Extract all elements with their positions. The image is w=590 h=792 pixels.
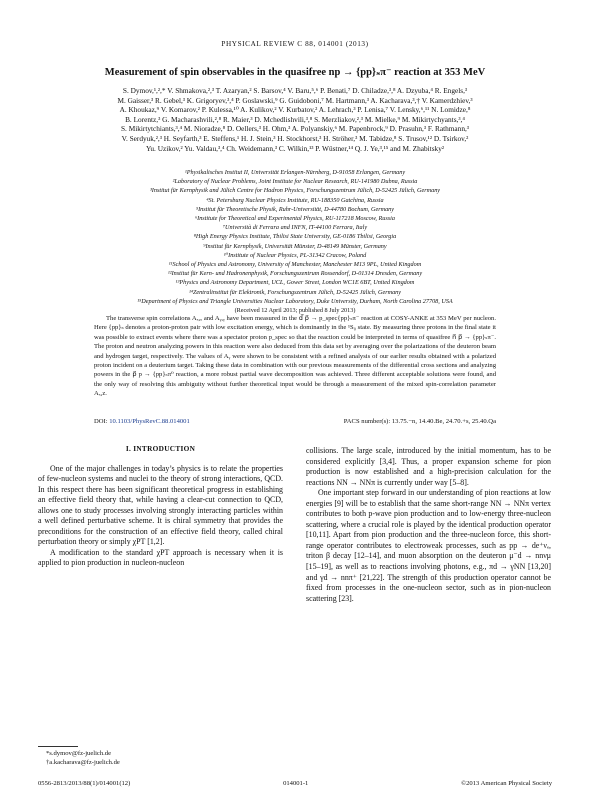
- doi-line: [94, 418, 496, 425]
- abstract-text: The transverse spin correlations Aₓ,ₓ and Aᵧ,ᵧ have been measured in the d⃗ p⃗ → p_spec{pp}ₛπ⁻ reaction at COSY-ANKE at 353 MeV per nucleon. Here {pp}ₛ denotes a proton-proton pair with low excitation energy, which is dominantly in the ¹S₀ state. By measuring three protons in the final state it was possible to extract events where there was a spectator proton p_spec so that the reaction could be interpreted in terms of quasifree n⃗ p⃗ → {pp}ₛπ⁻. The proton and neutron analyzing powers in this reaction were also deduced from this data set by averaging over the polarizations of the deuteron beam and hydrogen target, respectively. The values of Aᵧ were shown to be consistent with a refined analysis of our earlier results obtained with a polarized proton incident on a deuterium target. Taking these data in combination with our previous measurements of the differential cross sections and analyzing powers in the p⃗ p → {pp}ₛπ⁰ reaction, a more robust partial wave decomposition was achieved. Three different acceptable solutions were found, and the only way of resolving this ambiguity without further theoretical input would be through a measurement of the mixed spin-correlation parameter Aₓ,z.: [94, 315, 496, 398]
- footnotes: [46, 749, 120, 767]
- paper-title: Measurement of spin observables in the quasifree np → {pp}ₛπ⁻ reaction at 353 MeV: [104, 67, 486, 78]
- affiliation: ⁵Institut für Theoretische Physik, Ruhr-Universität, D-44780 Bochum, Germany: [195, 205, 395, 213]
- body-paragraph: collisions. The large scale, introduced by the initial momentum, has to be considered explicitly [3,4]. Thus, a proper expansion scheme for pion production is now established and a high-precision calculation for the reactions NN → NNπ is currently under way [5–8].: [306, 446, 551, 487]
- author-line: A. Khoukaz,⁹ V. Komarov,² P. Kulessa,¹⁰ A. Kulikov,² V. Kurbatov,² A. Lehrach,³ P. Lenisa,⁷ V. Lensky,⁶,¹¹ N. Lomidze,⁸: [119, 105, 471, 115]
- footnote-email[interactable]: *s.dymov@fz-juelich.de: [46, 750, 112, 757]
- author-line: S. Dymov,¹,²,* V. Shmakova,²,³ T. Azaryan,² S. Barsov,⁴ V. Baru,⁵,⁶ P. Benati,⁷ D. Chiladze,³,⁸ A. Dzyuba,⁴ R. Engels,³: [122, 86, 468, 95]
- left-column: [38, 444, 283, 569]
- footnote-email[interactable]: †a.kacharava@fz-juelich.de: [46, 759, 120, 767]
- affiliation: ¹⁵Department of Physics and Triangle Universities Nuclear Laboratory, Duke University, Durham, North Carolina 27708, USA: [137, 297, 453, 305]
- author-line: B. Lorentz,³ G. Macharashvili,²,⁸ R. Maier,³ D. Mchedlishvili,³,⁸ S. Merzliakov,²,³ M. Mielke,⁹ M. Mikirtychyants,³,⁴: [125, 114, 465, 124]
- abstract: [94, 314, 496, 399]
- author-line: M. Gaisser,³ R. Gebel,³ K. Grigoryev,³,⁴ P. Goslawski,⁹ G. Guidoboni,⁷ M. Hartmann,³ A. Kacharava,³,† V. Kamerdzhiev,³: [117, 95, 473, 105]
- body-paragraph: One of the major challenges in today’s physics is to relate the properties of few-nucleon systems and nuclei to the theory of strong interactions, QCD. In this respect there has been significant theoretical progress in establishing an effective field theory that, while having a clear-cut connection to QCD, allows one to study processes involving strongly interacting particles within a well defined perturbative scheme. It is chiral symmetry that provides the preconditions for the construction of an effective field theory, called chiral perturbation theory or simply χPT [1,2].: [38, 463, 283, 547]
- affiliation: ¹⁰Institute of Nuclear Physics, PL-31342 Cracow, Poland: [223, 251, 367, 259]
- received-date: (Received 12 April 2013; published 8 July 2013): [234, 307, 356, 315]
- affiliation: ¹⁴Zentralinstitut für Elektronik, Forschungszentrum Jülich, D-52425 Jülich, Germany: [188, 288, 402, 296]
- affiliation: ²Laboratory of Nuclear Problems, Joint Institute for Nuclear Research, RU-141980 Dubna, Russia: [172, 178, 418, 186]
- author-line: Yu. Uzikov,² Yu. Valdau,³,⁴ Ch. Weidemann,³ C. Wilkin,¹³ P. Wüstner,¹⁴ Q. J. Ye,³,¹⁵ and M. Zhabitsky²: [145, 143, 445, 153]
- body-paragraph: One important step forward in our understanding of pion reactions at low energies [9] will be to establish that the same short-range NN → NNπ vertex contributes to both p-wave pion production and to low-energy three-nucleon scattering, where a crucial role is played by the identical production operator [10,11]. Apart from pion production and the three-nucleon force, this short-range operator contributes to electroweak processes, such as pp → de⁺νₑ, triton β decay [12–14], and muon absorption on the deuteron μ⁻d → nnνμ [15–19], as well as to reactions involving photons, e.g., πd → γNN [13,20] and γd → nnπ⁺ [21,22]. The strength of this production operator cannot be fixed from processes in the one-nucleon sector, such as in pion-nucleon scattering [23].: [306, 488, 551, 603]
- section-heading: I. INTRODUCTION: [125, 444, 196, 453]
- body-paragraph: A modification to the standard χPT approach is necessary when it is applied to pion production in nucleon-nucleon: [38, 547, 283, 568]
- affiliation: ⁷Università di Ferrara and INFN, IT-44100 Ferrara, Italy: [222, 224, 368, 232]
- affiliation: ¹³Physics and Astronomy Department, UCL, Gower Street, London WC1E 6BT, United Kingdom: [175, 279, 415, 287]
- affiliation-list: [30, 168, 560, 315]
- copyright: ©2013 American Physical Society: [461, 780, 552, 787]
- affiliation: ³Institut für Kernphysik and Jülich Centre for Hadron Physics, Forschungszentrum Jülich, D-52425 Jülich, Germany: [149, 187, 441, 195]
- pacs-numbers: PACS number(s): 13.75.−n, 14.40.Be, 24.70.+s, 25.40.Qa: [343, 418, 496, 425]
- doi-link[interactable]: 10.1103/PhysRevC.88.014001: [109, 418, 190, 425]
- affiliation: ⁴St. Petersburg Nuclear Physics Institute, RU-188350 Gatchina, Russia: [206, 196, 384, 204]
- page-footer: [38, 780, 552, 787]
- author-line: S. Mikirtytchiants,³,⁴ M. Nioradze,⁸ D. Oellers,³ H. Ohm,³ A. Polyanskiy,⁶ M. Papenbrock,⁹ D. Prasuhn,³ F. Rathmann,³: [121, 124, 469, 134]
- footnote-divider: [38, 746, 78, 747]
- doi-label: DOI:: [94, 418, 108, 425]
- journal-header: PHYSICAL REVIEW C 88, 014001 (2013): [221, 40, 369, 48]
- affiliation: ¹Physikalisches Institut II, Universität Erlangen-Nürnberg, D-91058 Erlangen, Germany: [184, 169, 406, 176]
- affiliation: ⁹Institut für Kernphysik, Universität Münster, D-48149 Münster, Germany: [203, 242, 387, 250]
- right-column: [306, 446, 551, 604]
- author-line: V. Serdyuk,²,³ H. Seyfarth,³ E. Steffens,¹ H. J. Stein,³ H. Stockhorst,³ H. Ströher,³ M. Tabidze,⁸ S. Trusov,¹² D. Tsirkov,²: [121, 133, 469, 143]
- affiliation: ⁸High Energy Physics Institute, Tbilisi State University, GE-0186 Tbilisi, Georgia: [193, 233, 397, 241]
- doi: [94, 418, 190, 425]
- affiliation: ⁶Institute for Theoretical and Experimental Physics, RU-117218 Moscow, Russia: [194, 215, 395, 223]
- author-list: [54, 86, 536, 153]
- page-number: 014001-1: [283, 780, 309, 787]
- footer-code: 0556-2813/2013/88(1)/014001(12): [38, 780, 131, 787]
- affiliation: ¹²Institut für Kern- und Hadronenphysik, Forschungszentrum Rossendorf, D-01314 Dresden, Germany: [167, 270, 423, 278]
- affiliation: ¹¹School of Physics and Astronomy, University of Manchester, Manchester M13 9PL, United Kingdom: [168, 261, 422, 269]
